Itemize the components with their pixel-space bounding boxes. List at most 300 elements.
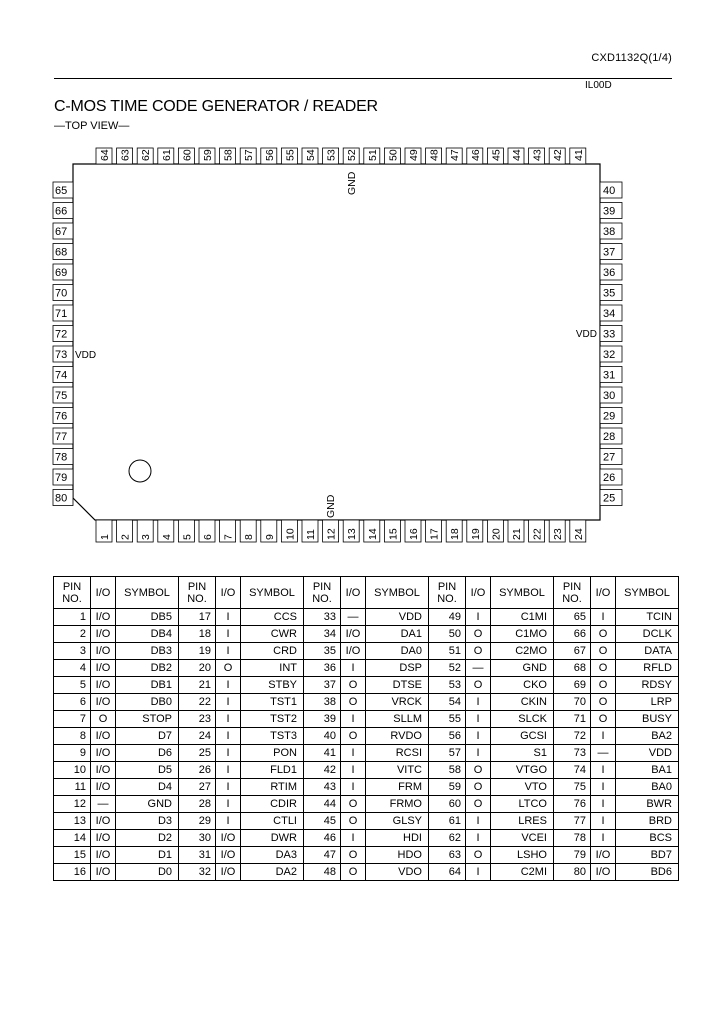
pin-symbol-cell: S1 bbox=[491, 745, 554, 762]
pin-io-cell: O bbox=[341, 677, 366, 694]
pin-number-cell: 51 bbox=[429, 643, 466, 660]
pin-io-cell: I bbox=[466, 711, 491, 728]
pin-label-bottom-8: 8 bbox=[243, 534, 256, 540]
pin-number-cell: 71 bbox=[554, 711, 591, 728]
pin-number-cell: 69 bbox=[554, 677, 591, 694]
pin-number-cell: 7 bbox=[54, 711, 91, 728]
pin-number-cell: 2 bbox=[54, 626, 91, 643]
pin-label-top-44: 44 bbox=[511, 149, 523, 161]
pin-label-top-42: 42 bbox=[552, 149, 565, 161]
vdd-label-right: VDD bbox=[575, 329, 597, 340]
pin-label-top-46: 46 bbox=[469, 149, 482, 161]
pin-label-right-34: 34 bbox=[603, 308, 616, 320]
pin-number-cell: 40 bbox=[304, 728, 341, 745]
pin-label-bottom-6: 6 bbox=[202, 534, 214, 540]
pin-number-cell: 45 bbox=[304, 813, 341, 830]
pin-io-cell: I bbox=[341, 762, 366, 779]
gnd-label-top: GND bbox=[346, 171, 358, 195]
pin-number-cell: 20 bbox=[179, 660, 216, 677]
pin-label-right-30: 30 bbox=[603, 390, 616, 402]
pin-symbol-cell: C2MO bbox=[491, 643, 554, 660]
pin-io-cell: O bbox=[466, 796, 491, 813]
pin-label-bottom-5: 5 bbox=[181, 534, 194, 540]
pin-label-right-40: 40 bbox=[603, 185, 616, 197]
pin-symbol-cell: HDO bbox=[366, 847, 429, 864]
pin-label-right-29: 29 bbox=[603, 410, 616, 423]
pin-io-cell: I bbox=[216, 609, 241, 626]
pin-symbol-cell: BRD bbox=[616, 813, 679, 830]
pin-io-cell: I/O bbox=[91, 779, 116, 796]
pin-number-cell: 30 bbox=[179, 830, 216, 847]
pin-number-cell: 58 bbox=[429, 762, 466, 779]
vdd-label-left: VDD bbox=[75, 350, 97, 361]
pin-io-cell: O bbox=[591, 626, 616, 643]
pin-symbol-cell: VTGO bbox=[491, 762, 554, 779]
pin-number-cell: 10 bbox=[54, 762, 91, 779]
pin-symbol-cell: C1MI bbox=[491, 609, 554, 626]
pin-label-top-62: 62 bbox=[140, 149, 153, 161]
pin-label-right-35: 35 bbox=[603, 287, 616, 300]
pin-symbol-cell: DWR bbox=[241, 830, 304, 847]
pin-number-cell: 80 bbox=[554, 864, 591, 881]
pin-number-cell: 21 bbox=[179, 677, 216, 694]
pin-symbol-cell: FRM bbox=[366, 779, 429, 796]
pin-symbol-cell: DA3 bbox=[241, 847, 304, 864]
pin-number-cell: 9 bbox=[54, 745, 91, 762]
pin-number-cell: 53 bbox=[429, 677, 466, 694]
pin-io-cell: I/O bbox=[91, 626, 116, 643]
pin-io-cell: O bbox=[591, 677, 616, 694]
pin-number-cell: 38 bbox=[304, 694, 341, 711]
pin-symbol-cell: DA0 bbox=[366, 643, 429, 660]
pin-number-cell: 28 bbox=[179, 796, 216, 813]
pin-io-cell: I bbox=[216, 677, 241, 694]
pin-number-cell: 72 bbox=[554, 728, 591, 745]
pin-label-bottom-10: 10 bbox=[284, 528, 297, 540]
pin-symbol-cell: TCIN bbox=[616, 609, 679, 626]
pin-symbol-cell: BA2 bbox=[616, 728, 679, 745]
pin-io-cell: I/O bbox=[216, 830, 241, 847]
pin-number-cell: 74 bbox=[554, 762, 591, 779]
pin-number-cell: 42 bbox=[304, 762, 341, 779]
symbol-header: SYMBOL bbox=[116, 577, 179, 609]
pin1-marker bbox=[129, 460, 151, 482]
pin-io-cell: O bbox=[466, 626, 491, 643]
pin-number-cell: 47 bbox=[304, 847, 341, 864]
pin-io-cell: I/O bbox=[216, 847, 241, 864]
pin-symbol-cell: CCS bbox=[241, 609, 304, 626]
chip-body bbox=[73, 164, 600, 520]
pin-io-cell: I bbox=[466, 813, 491, 830]
pin-label-left-71: 71 bbox=[55, 308, 68, 320]
pin-io-cell: I/O bbox=[91, 762, 116, 779]
pin-symbol-cell: BUSY bbox=[616, 711, 679, 728]
pin-io-cell: I bbox=[466, 830, 491, 847]
pin-number-cell: 5 bbox=[54, 677, 91, 694]
pin-number-cell: 56 bbox=[429, 728, 466, 745]
pin-symbol-cell: D1 bbox=[116, 847, 179, 864]
pin-symbol-cell: D3 bbox=[116, 813, 179, 830]
pin-number-cell: 34 bbox=[304, 626, 341, 643]
pin-io-cell: I bbox=[216, 694, 241, 711]
pin-number-cell: 15 bbox=[54, 847, 91, 864]
pin-symbol-cell: CKIN bbox=[491, 694, 554, 711]
pin-symbol-cell: CRD bbox=[241, 643, 304, 660]
pin-number-cell: 16 bbox=[54, 864, 91, 881]
pin-label-bottom-4: 4 bbox=[160, 534, 173, 540]
pin-io-cell: I bbox=[216, 728, 241, 745]
pin-io-cell: I bbox=[216, 745, 241, 762]
pin-label-left-65: 65 bbox=[55, 185, 68, 197]
pin-label-bottom-21: 21 bbox=[511, 528, 523, 540]
pin-io-cell: I bbox=[591, 779, 616, 796]
pin-io-cell: I/O bbox=[91, 660, 116, 677]
pin-io-cell: I bbox=[466, 609, 491, 626]
pin-io-cell: I/O bbox=[91, 830, 116, 847]
pin-label-bottom-1: 1 bbox=[99, 534, 111, 540]
pin-io-cell: O bbox=[466, 643, 491, 660]
pin-symbol-cell: LSHO bbox=[491, 847, 554, 864]
pin-io-cell: I/O bbox=[91, 677, 116, 694]
pin-number-cell: 12 bbox=[54, 796, 91, 813]
pin-symbol-cell: TST2 bbox=[241, 711, 304, 728]
pin-io-cell: I bbox=[341, 660, 366, 677]
pin-io-cell: I bbox=[466, 694, 491, 711]
pin-symbol-cell: BWR bbox=[616, 796, 679, 813]
pin-label-right-36: 36 bbox=[603, 267, 616, 279]
pin-symbol-cell: GND bbox=[491, 660, 554, 677]
pin-label-top-51: 51 bbox=[366, 149, 379, 161]
pin-io-cell: O bbox=[216, 660, 241, 677]
pin-label-left-80: 80 bbox=[55, 492, 68, 505]
pin-symbol-cell: RTIM bbox=[241, 779, 304, 796]
pin-symbol-cell: GLSY bbox=[366, 813, 429, 830]
pin-io-cell: O bbox=[466, 847, 491, 864]
pin-label-left-67: 67 bbox=[55, 226, 68, 238]
pin-io-cell: I/O bbox=[91, 643, 116, 660]
pin-symbol-cell: HDI bbox=[366, 830, 429, 847]
pin-io-cell: I bbox=[216, 796, 241, 813]
pin-number-cell: 22 bbox=[179, 694, 216, 711]
pin-io-cell: I bbox=[466, 864, 491, 881]
pin-symbol-cell: D4 bbox=[116, 779, 179, 796]
io-header: I/O bbox=[91, 577, 116, 609]
pin-label-bottom-18: 18 bbox=[449, 528, 462, 540]
pin-number-cell: 1 bbox=[54, 609, 91, 626]
pin-label-left-69: 69 bbox=[55, 267, 68, 279]
pin-label-left-70: 70 bbox=[55, 287, 68, 300]
pin-symbol-cell: VDD bbox=[616, 745, 679, 762]
pin-io-cell: I/O bbox=[341, 643, 366, 660]
pin-io-cell: I bbox=[466, 728, 491, 745]
pin-label-bottom-16: 16 bbox=[408, 528, 420, 540]
pin-io-cell: O bbox=[341, 694, 366, 711]
pin-io-cell: I bbox=[591, 796, 616, 813]
pin-label-top-48: 48 bbox=[428, 149, 441, 161]
pin-label-top-43: 43 bbox=[531, 149, 544, 161]
pin-number-cell: 17 bbox=[179, 609, 216, 626]
pin-number-cell: 36 bbox=[304, 660, 341, 677]
pin-label-right-25: 25 bbox=[603, 492, 616, 505]
pin-symbol-cell: DB4 bbox=[116, 626, 179, 643]
pin-label-left-68: 68 bbox=[55, 246, 68, 259]
pin-number-cell: 49 bbox=[429, 609, 466, 626]
top-view-label: —TOP VIEW— bbox=[54, 120, 130, 132]
pin-symbol-cell: D2 bbox=[116, 830, 179, 847]
pin-label-top-47: 47 bbox=[449, 149, 462, 161]
pin-label-right-26: 26 bbox=[603, 472, 616, 484]
pin-label-bottom-7: 7 bbox=[222, 534, 235, 540]
pin-symbol-cell: RFLD bbox=[616, 660, 679, 677]
pin-symbol-cell: BD6 bbox=[616, 864, 679, 881]
pin-label-top-57: 57 bbox=[243, 149, 256, 161]
pin-number-cell: 27 bbox=[179, 779, 216, 796]
pin-label-bottom-15: 15 bbox=[387, 528, 400, 540]
pin-symbol-cell: FRMO bbox=[366, 796, 429, 813]
table-row bbox=[54, 745, 679, 762]
pin-label-top-58: 58 bbox=[222, 149, 235, 161]
pin-no-header: PIN NO. bbox=[554, 577, 591, 609]
pin-number-cell: 43 bbox=[304, 779, 341, 796]
pin-number-cell: 70 bbox=[554, 694, 591, 711]
pin-symbol-cell: GCSI bbox=[491, 728, 554, 745]
pin-label-left-78: 78 bbox=[55, 451, 68, 464]
pin-label-top-50: 50 bbox=[387, 149, 400, 161]
pin-io-cell: O bbox=[341, 864, 366, 881]
pin-number-cell: 52 bbox=[429, 660, 466, 677]
pin-label-right-33: 33 bbox=[603, 328, 616, 341]
pin-number-cell: 14 bbox=[54, 830, 91, 847]
pin-number-cell: 66 bbox=[554, 626, 591, 643]
pin-table bbox=[53, 576, 679, 881]
pin-io-cell: I/O bbox=[341, 626, 366, 643]
pin-number-cell: 32 bbox=[179, 864, 216, 881]
pin-label-right-38: 38 bbox=[603, 226, 616, 238]
pin-io-cell: O bbox=[341, 847, 366, 864]
pin-symbol-cell: VDO bbox=[366, 864, 429, 881]
pin-number-cell: 59 bbox=[429, 779, 466, 796]
pin-symbol-cell: LRP bbox=[616, 694, 679, 711]
pin-number-cell: 41 bbox=[304, 745, 341, 762]
pin-symbol-cell: DB2 bbox=[116, 660, 179, 677]
pin-io-cell: I bbox=[216, 643, 241, 660]
symbol-header: SYMBOL bbox=[366, 577, 429, 609]
pin-number-cell: 77 bbox=[554, 813, 591, 830]
pin-number-cell: 37 bbox=[304, 677, 341, 694]
pin-symbol-cell: C2MI bbox=[491, 864, 554, 881]
page-title: C-MOS TIME CODE GENERATOR / READER bbox=[54, 98, 378, 115]
pin-label-top-49: 49 bbox=[408, 149, 420, 161]
pin-io-cell: I bbox=[591, 609, 616, 626]
pin-io-cell: I/O bbox=[91, 847, 116, 864]
pin-io-cell: I bbox=[341, 745, 366, 762]
pin-number-cell: 23 bbox=[179, 711, 216, 728]
pin-number-cell: 55 bbox=[429, 711, 466, 728]
gnd-label-bottom: GND bbox=[325, 494, 337, 518]
pin-symbol-cell: C1MO bbox=[491, 626, 554, 643]
pin-label-right-27: 27 bbox=[603, 451, 616, 464]
pin-symbol-cell: DB0 bbox=[116, 694, 179, 711]
pin-symbol-cell: VCEI bbox=[491, 830, 554, 847]
pin-symbol-cell: DB1 bbox=[116, 677, 179, 694]
pin-label-top-64: 64 bbox=[99, 149, 111, 161]
pin-number-cell: 46 bbox=[304, 830, 341, 847]
pin-io-cell: — bbox=[341, 609, 366, 626]
table-row bbox=[54, 864, 679, 881]
pin-number-cell: 33 bbox=[304, 609, 341, 626]
pin-symbol-cell: D5 bbox=[116, 762, 179, 779]
symbol-header: SYMBOL bbox=[616, 577, 679, 609]
pin-label-left-76: 76 bbox=[55, 410, 68, 423]
table-row bbox=[54, 626, 679, 643]
pin-io-cell: I bbox=[341, 830, 366, 847]
pin-symbol-cell: CKO bbox=[491, 677, 554, 694]
pin-symbol-cell: SLCK bbox=[491, 711, 554, 728]
pin-symbol-cell: TST3 bbox=[241, 728, 304, 745]
pin-io-cell: O bbox=[591, 660, 616, 677]
table-row bbox=[54, 728, 679, 745]
pin-label-bottom-13: 13 bbox=[346, 528, 359, 540]
pin-label-right-31: 31 bbox=[603, 369, 616, 382]
pin-label-top-53: 53 bbox=[325, 149, 338, 161]
io-header: I/O bbox=[466, 577, 491, 609]
document-subcode: IL00D bbox=[585, 80, 612, 91]
pin-label-bottom-11: 11 bbox=[305, 529, 317, 540]
pin-io-cell: I bbox=[341, 711, 366, 728]
pin-io-cell: I/O bbox=[91, 609, 116, 626]
table-row bbox=[54, 660, 679, 677]
pin-number-cell: 60 bbox=[429, 796, 466, 813]
pin-io-cell: O bbox=[591, 694, 616, 711]
pin-number-cell: 29 bbox=[179, 813, 216, 830]
pin-symbol-cell: BA1 bbox=[616, 762, 679, 779]
pin-symbol-cell: RVDO bbox=[366, 728, 429, 745]
pin-symbol-cell: SLLM bbox=[366, 711, 429, 728]
pin-number-cell: 63 bbox=[429, 847, 466, 864]
pin-symbol-cell: STBY bbox=[241, 677, 304, 694]
pin-label-left-77: 77 bbox=[55, 431, 68, 443]
pin-io-cell: I bbox=[216, 779, 241, 796]
pin-label-left-74: 74 bbox=[55, 369, 68, 382]
pin-symbol-cell: LRES bbox=[491, 813, 554, 830]
table-row bbox=[54, 779, 679, 796]
pin-no-header: PIN NO. bbox=[54, 577, 91, 609]
pin-number-cell: 25 bbox=[179, 745, 216, 762]
pin-io-cell: I bbox=[216, 762, 241, 779]
pin-symbol-cell: FLD1 bbox=[241, 762, 304, 779]
pin-label-left-79: 79 bbox=[55, 472, 68, 484]
pin-symbol-cell: D0 bbox=[116, 864, 179, 881]
pin-number-cell: 54 bbox=[429, 694, 466, 711]
pin-label-bottom-9: 9 bbox=[263, 534, 276, 540]
table-row bbox=[54, 711, 679, 728]
pin-io-cell: O bbox=[466, 762, 491, 779]
table-row bbox=[54, 677, 679, 694]
pin-number-cell: 26 bbox=[179, 762, 216, 779]
io-header: I/O bbox=[216, 577, 241, 609]
pin-number-cell: 68 bbox=[554, 660, 591, 677]
pin-symbol-cell: DB5 bbox=[116, 609, 179, 626]
pin-label-top-56: 56 bbox=[263, 149, 276, 161]
pin-symbol-cell: CTLI bbox=[241, 813, 304, 830]
pin-io-cell: I bbox=[216, 626, 241, 643]
pin-io-cell: — bbox=[466, 660, 491, 677]
pin-symbol-cell: TST1 bbox=[241, 694, 304, 711]
pin-symbol-cell: VRCK bbox=[366, 694, 429, 711]
pin-io-cell: I/O bbox=[91, 745, 116, 762]
pin-label-right-37: 37 bbox=[603, 246, 616, 259]
pin-io-cell: I/O bbox=[91, 694, 116, 711]
pin-symbol-cell: DSP bbox=[366, 660, 429, 677]
pin-io-cell: O bbox=[341, 813, 366, 830]
pin-number-cell: 76 bbox=[554, 796, 591, 813]
pin-io-cell: O bbox=[91, 711, 116, 728]
pin-label-top-55: 55 bbox=[284, 149, 297, 161]
pin-number-cell: 62 bbox=[429, 830, 466, 847]
pin-label-bottom-23: 23 bbox=[552, 528, 565, 540]
pin-label-right-32: 32 bbox=[603, 349, 616, 361]
pin-symbol-cell: CDIR bbox=[241, 796, 304, 813]
pin-symbol-cell: DATA bbox=[616, 643, 679, 660]
pin-io-cell: I bbox=[591, 762, 616, 779]
pin-io-cell: O bbox=[341, 728, 366, 745]
pin-io-cell: I/O bbox=[91, 864, 116, 881]
pin-label-left-75: 75 bbox=[55, 390, 68, 402]
pin-number-cell: 13 bbox=[54, 813, 91, 830]
pin-no-header: PIN NO. bbox=[179, 577, 216, 609]
symbol-header: SYMBOL bbox=[241, 577, 304, 609]
pin-number-cell: 65 bbox=[554, 609, 591, 626]
pin-label-bottom-19: 19 bbox=[469, 528, 482, 540]
pin-number-cell: 3 bbox=[54, 643, 91, 660]
pin-number-cell: 61 bbox=[429, 813, 466, 830]
pin-symbol-cell: RDSY bbox=[616, 677, 679, 694]
pin-number-cell: 31 bbox=[179, 847, 216, 864]
pin-label-top-60: 60 bbox=[181, 149, 194, 161]
pin-number-cell: 18 bbox=[179, 626, 216, 643]
table-row bbox=[54, 694, 679, 711]
pin-symbol-cell: DB3 bbox=[116, 643, 179, 660]
pin-label-right-28: 28 bbox=[603, 431, 616, 443]
pin-symbol-cell: DCLK bbox=[616, 626, 679, 643]
table-row bbox=[54, 762, 679, 779]
pin-io-cell: I/O bbox=[216, 864, 241, 881]
pin-label-bottom-2: 2 bbox=[119, 534, 132, 540]
pin-label-left-72: 72 bbox=[55, 328, 68, 341]
pin-io-cell: O bbox=[466, 677, 491, 694]
pin-label-bottom-22: 22 bbox=[531, 528, 544, 540]
pin-label-top-61: 61 bbox=[160, 149, 173, 161]
pin-number-cell: 19 bbox=[179, 643, 216, 660]
table-row bbox=[54, 643, 679, 660]
pin-number-cell: 39 bbox=[304, 711, 341, 728]
pin-io-cell: I/O bbox=[591, 847, 616, 864]
pin-number-cell: 48 bbox=[304, 864, 341, 881]
pin-label-bottom-20: 20 bbox=[490, 528, 503, 540]
pin-no-header: PIN NO. bbox=[429, 577, 466, 609]
table-row bbox=[54, 609, 679, 626]
pin-number-cell: 50 bbox=[429, 626, 466, 643]
pin-label-left-73: 73 bbox=[55, 349, 68, 361]
pin-symbol-cell: GND bbox=[116, 796, 179, 813]
pin-label-top-59: 59 bbox=[202, 149, 214, 161]
pin-number-cell: 35 bbox=[304, 643, 341, 660]
pin-number-cell: 4 bbox=[54, 660, 91, 677]
pin-io-cell: I/O bbox=[591, 864, 616, 881]
pin-label-bottom-17: 17 bbox=[428, 528, 441, 540]
pin-io-cell: I/O bbox=[91, 728, 116, 745]
pin-symbol-cell: LTCO bbox=[491, 796, 554, 813]
